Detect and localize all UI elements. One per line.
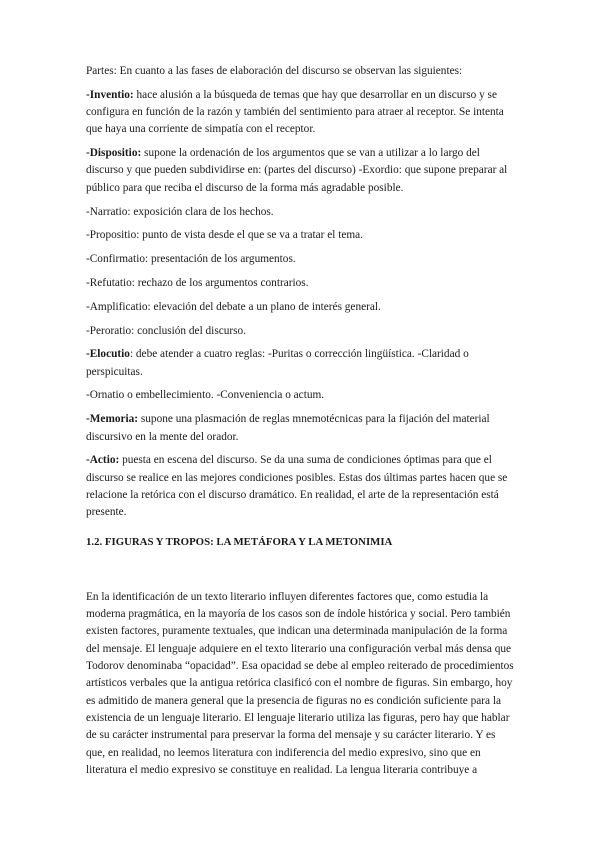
paragraph	[86, 251, 516, 268]
paragraph-text: : debe atender a cuatro reglas: -Puritas o corrección lingüística. -Claridad o perspicuitas.	[86, 348, 469, 378]
paragraph	[86, 387, 516, 404]
paragraph	[86, 227, 516, 244]
paragraph	[86, 323, 516, 340]
term-label: -Memoria:	[86, 413, 139, 426]
paragraph-text: -Confirmatio: presentación de los argumentos.	[86, 253, 296, 266]
paragraph	[86, 145, 516, 197]
paragraph	[86, 299, 516, 316]
term-label: -Dispositio:	[86, 147, 142, 160]
paragraph-text: puesta en escena del discurso. Se da una suma de condiciones óptimas para que el discurso se realice en las mejores condiciones posibles. Estas dos últimas partes hacen que se relacione la retórica con el discurso dramático. En realidad, el arte de la representación está presente.	[86, 454, 508, 519]
paragraph	[86, 275, 516, 292]
body-paragraph: En la identificación de un texto literario influyen diferentes factores que, como estudia la moderna pragmática, en la mayoría de los casos son de índole histórica y social. Pero también existen factores, puramente textuales, que indican una determinada manipulación de la forma del mensaje. El lenguaje adquiere en el texto literario una configuración verbal más densa que Todorov denominaba “opacidad”. Esa opacidad se debe al empleo reiterado de procedimientos artísticos verbales que la antigua retórica clasificó con el nombre de figuras. Sin embargo, hoy es admitido de manera general que la presencia de figuras no es condición suficiente para la existencia de un lenguaje literario. El lenguaje literario utiliza las figuras, pero hay que hablar de su carácter instrumental para preservar la forma del mensaje y su carácter literario. Y es que, en realidad, no leemos literatura con indiferencia del medio expresivo, sino que en literatura el medio expresivo se constituye en realidad. La lengua literaria contribuye a	[86, 590, 514, 776]
paragraph	[86, 346, 516, 381]
document-page	[86, 63, 516, 779]
paragraph	[86, 87, 516, 139]
paragraph-text: -Ornatio o embellecimiento. -Conveniencia o actum.	[86, 389, 325, 402]
paragraph	[86, 411, 516, 446]
paragraph-text: -Refutatio: rechazo de los argumentos contrarios.	[86, 276, 309, 289]
paragraph-text: -Propositio: punto de vista desde el que se va a tratar el tema.	[86, 229, 364, 242]
paragraph	[86, 63, 516, 80]
paragraph-text: -Peroratio: conclusión del discurso.	[86, 324, 247, 337]
paragraph-text: supone la ordenación de los argumentos que se van a utilizar a lo largo del discurso y que pueden subdividirse en: (partes del discurso) -Exordio: que supone preparar al público para que reciba el discurso de la forma más agradable posible.	[86, 147, 508, 194]
paragraph-text: hace alusión a la búsqueda de temas que hay que desarrollar en un discurso y se configura en función de la razón y también del sentimiento para atraer al receptor. Se intenta que haya una corriente de simpatía con el receptor.	[86, 88, 504, 136]
paragraph-text: -Narratio: exposición clara de los hechos.	[86, 205, 274, 218]
paragraph-text: supone una plasmación de reglas mnemotécnicas para la fijación del material discursivo en la mente del orador.	[86, 413, 490, 443]
term-label: -Inventio:	[86, 88, 134, 101]
paragraph-text: -Amplificatio: elevación del debate a un plano de interés general.	[86, 300, 381, 313]
section-heading: 1.2. FIGURAS Y TROPOS: LA METÁFORA Y LA METONIMIA	[86, 535, 393, 548]
term-label: -Actio:	[86, 454, 120, 467]
term-label: -Elocutio	[86, 348, 130, 361]
rhetoric-parts-section	[86, 63, 516, 522]
paragraph	[86, 204, 516, 221]
paragraph-text: Partes: En cuanto a las fases de elaboración del discurso se observan las siguientes:	[86, 65, 463, 77]
paragraph	[86, 452, 516, 521]
